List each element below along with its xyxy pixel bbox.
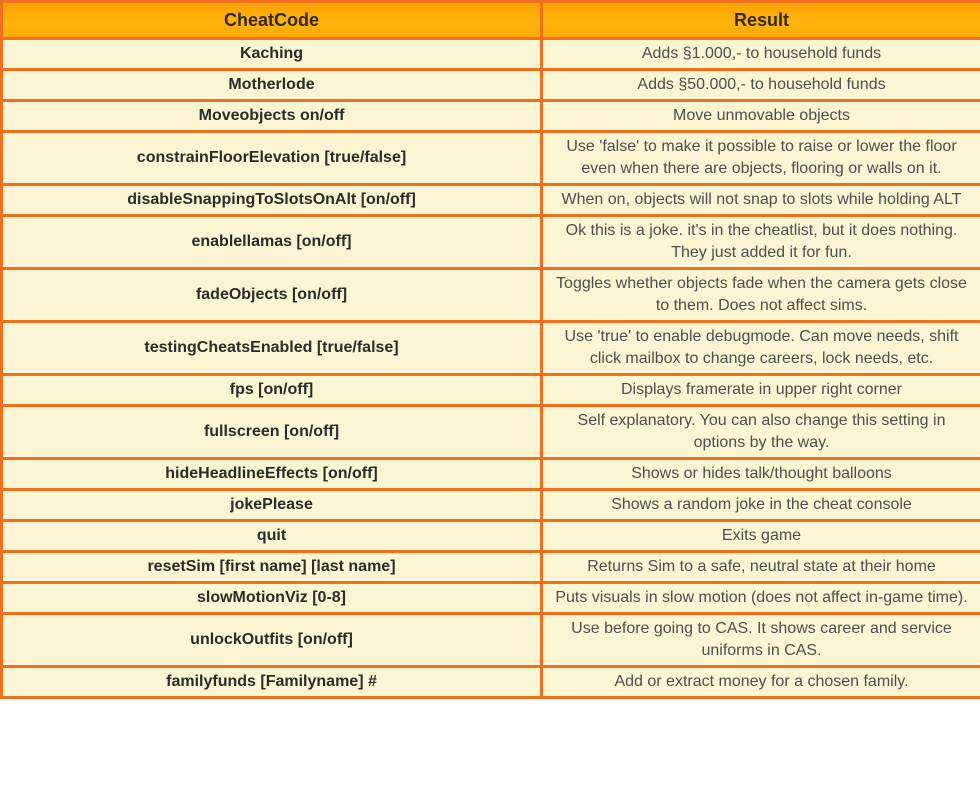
table-row [2, 614, 980, 667]
table-row [2, 216, 980, 269]
cheat-code-cell: hideHeadlineEffects [on/off] [2, 459, 542, 490]
result-cell: Move unmovable objects [542, 101, 980, 132]
table-row [2, 521, 980, 552]
cheat-code-cell: enablellamas [on/off] [2, 216, 542, 269]
result-cell: Use 'false' to make it possible to raise or lower the floor even when there are objects, flooring or walls on it. [542, 132, 980, 185]
cheat-code-cell: disableSnappingToSlotsOnAlt [on/off] [2, 185, 542, 216]
result-cell: Exits game [542, 521, 980, 552]
cheat-code-cell: fadeObjects [on/off] [2, 269, 542, 322]
table-row [2, 406, 980, 459]
table-row [2, 132, 980, 185]
table-row [2, 322, 980, 375]
result-cell: Use before going to CAS. It shows career and service uniforms in CAS. [542, 614, 980, 667]
column-header-cheatcode: CheatCode [2, 2, 542, 39]
cheat-code-cell: Moveobjects on/off [2, 101, 542, 132]
result-cell: Shows a random joke in the cheat console [542, 490, 980, 521]
table-row [2, 490, 980, 521]
cheat-code-cell: testingCheatsEnabled [true/false] [2, 322, 542, 375]
table-row [2, 667, 980, 698]
cheat-code-cell: slowMotionViz [0-8] [2, 583, 542, 614]
result-cell: Displays framerate in upper right corner [542, 375, 980, 406]
table-row [2, 552, 980, 583]
result-cell: Shows or hides talk/thought balloons [542, 459, 980, 490]
table-row [2, 375, 980, 406]
cheat-code-cell: fullscreen [on/off] [2, 406, 542, 459]
column-header-result: Result [542, 2, 980, 39]
cheat-code-cell: resetSim [first name] [last name] [2, 552, 542, 583]
cheat-code-cell: jokePlease [2, 490, 542, 521]
table-row [2, 101, 980, 132]
table-body [2, 39, 980, 698]
cheat-code-cell: familyfunds [Familyname] # [2, 667, 542, 698]
result-cell: Self explanatory. You can also change this setting in options by the way. [542, 406, 980, 459]
table-row [2, 39, 980, 70]
cheat-code-cell: quit [2, 521, 542, 552]
result-cell: Use 'true' to enable debugmode. Can move needs, shift click mailbox to change careers, lock needs, etc. [542, 322, 980, 375]
cheat-code-cell: Motherlode [2, 70, 542, 101]
result-cell: Toggles whether objects fade when the camera gets close to them. Does not affect sims. [542, 269, 980, 322]
result-cell: Adds §1.000,- to household funds [542, 39, 980, 70]
header-row [2, 2, 980, 39]
result-cell: Returns Sim to a safe, neutral state at their home [542, 552, 980, 583]
table-row [2, 459, 980, 490]
result-cell: Adds §50.000,- to household funds [542, 70, 980, 101]
cheat-code-cell: constrainFloorElevation [true/false] [2, 132, 542, 185]
result-cell: When on, objects will not snap to slots while holding ALT [542, 185, 980, 216]
result-cell: Ok this is a joke. it's in the cheatlist, but it does nothing. They just added it for fun. [542, 216, 980, 269]
table-row [2, 583, 980, 614]
cheat-code-cell: Kaching [2, 39, 542, 70]
table-row [2, 269, 980, 322]
result-cell: Puts visuals in slow motion (does not affect in-game time). [542, 583, 980, 614]
table-row [2, 185, 980, 216]
result-cell: Add or extract money for a chosen family. [542, 667, 980, 698]
cheat-code-cell: fps [on/off] [2, 375, 542, 406]
cheat-code-cell: unlockOutfits [on/off] [2, 614, 542, 667]
table-row [2, 70, 980, 101]
